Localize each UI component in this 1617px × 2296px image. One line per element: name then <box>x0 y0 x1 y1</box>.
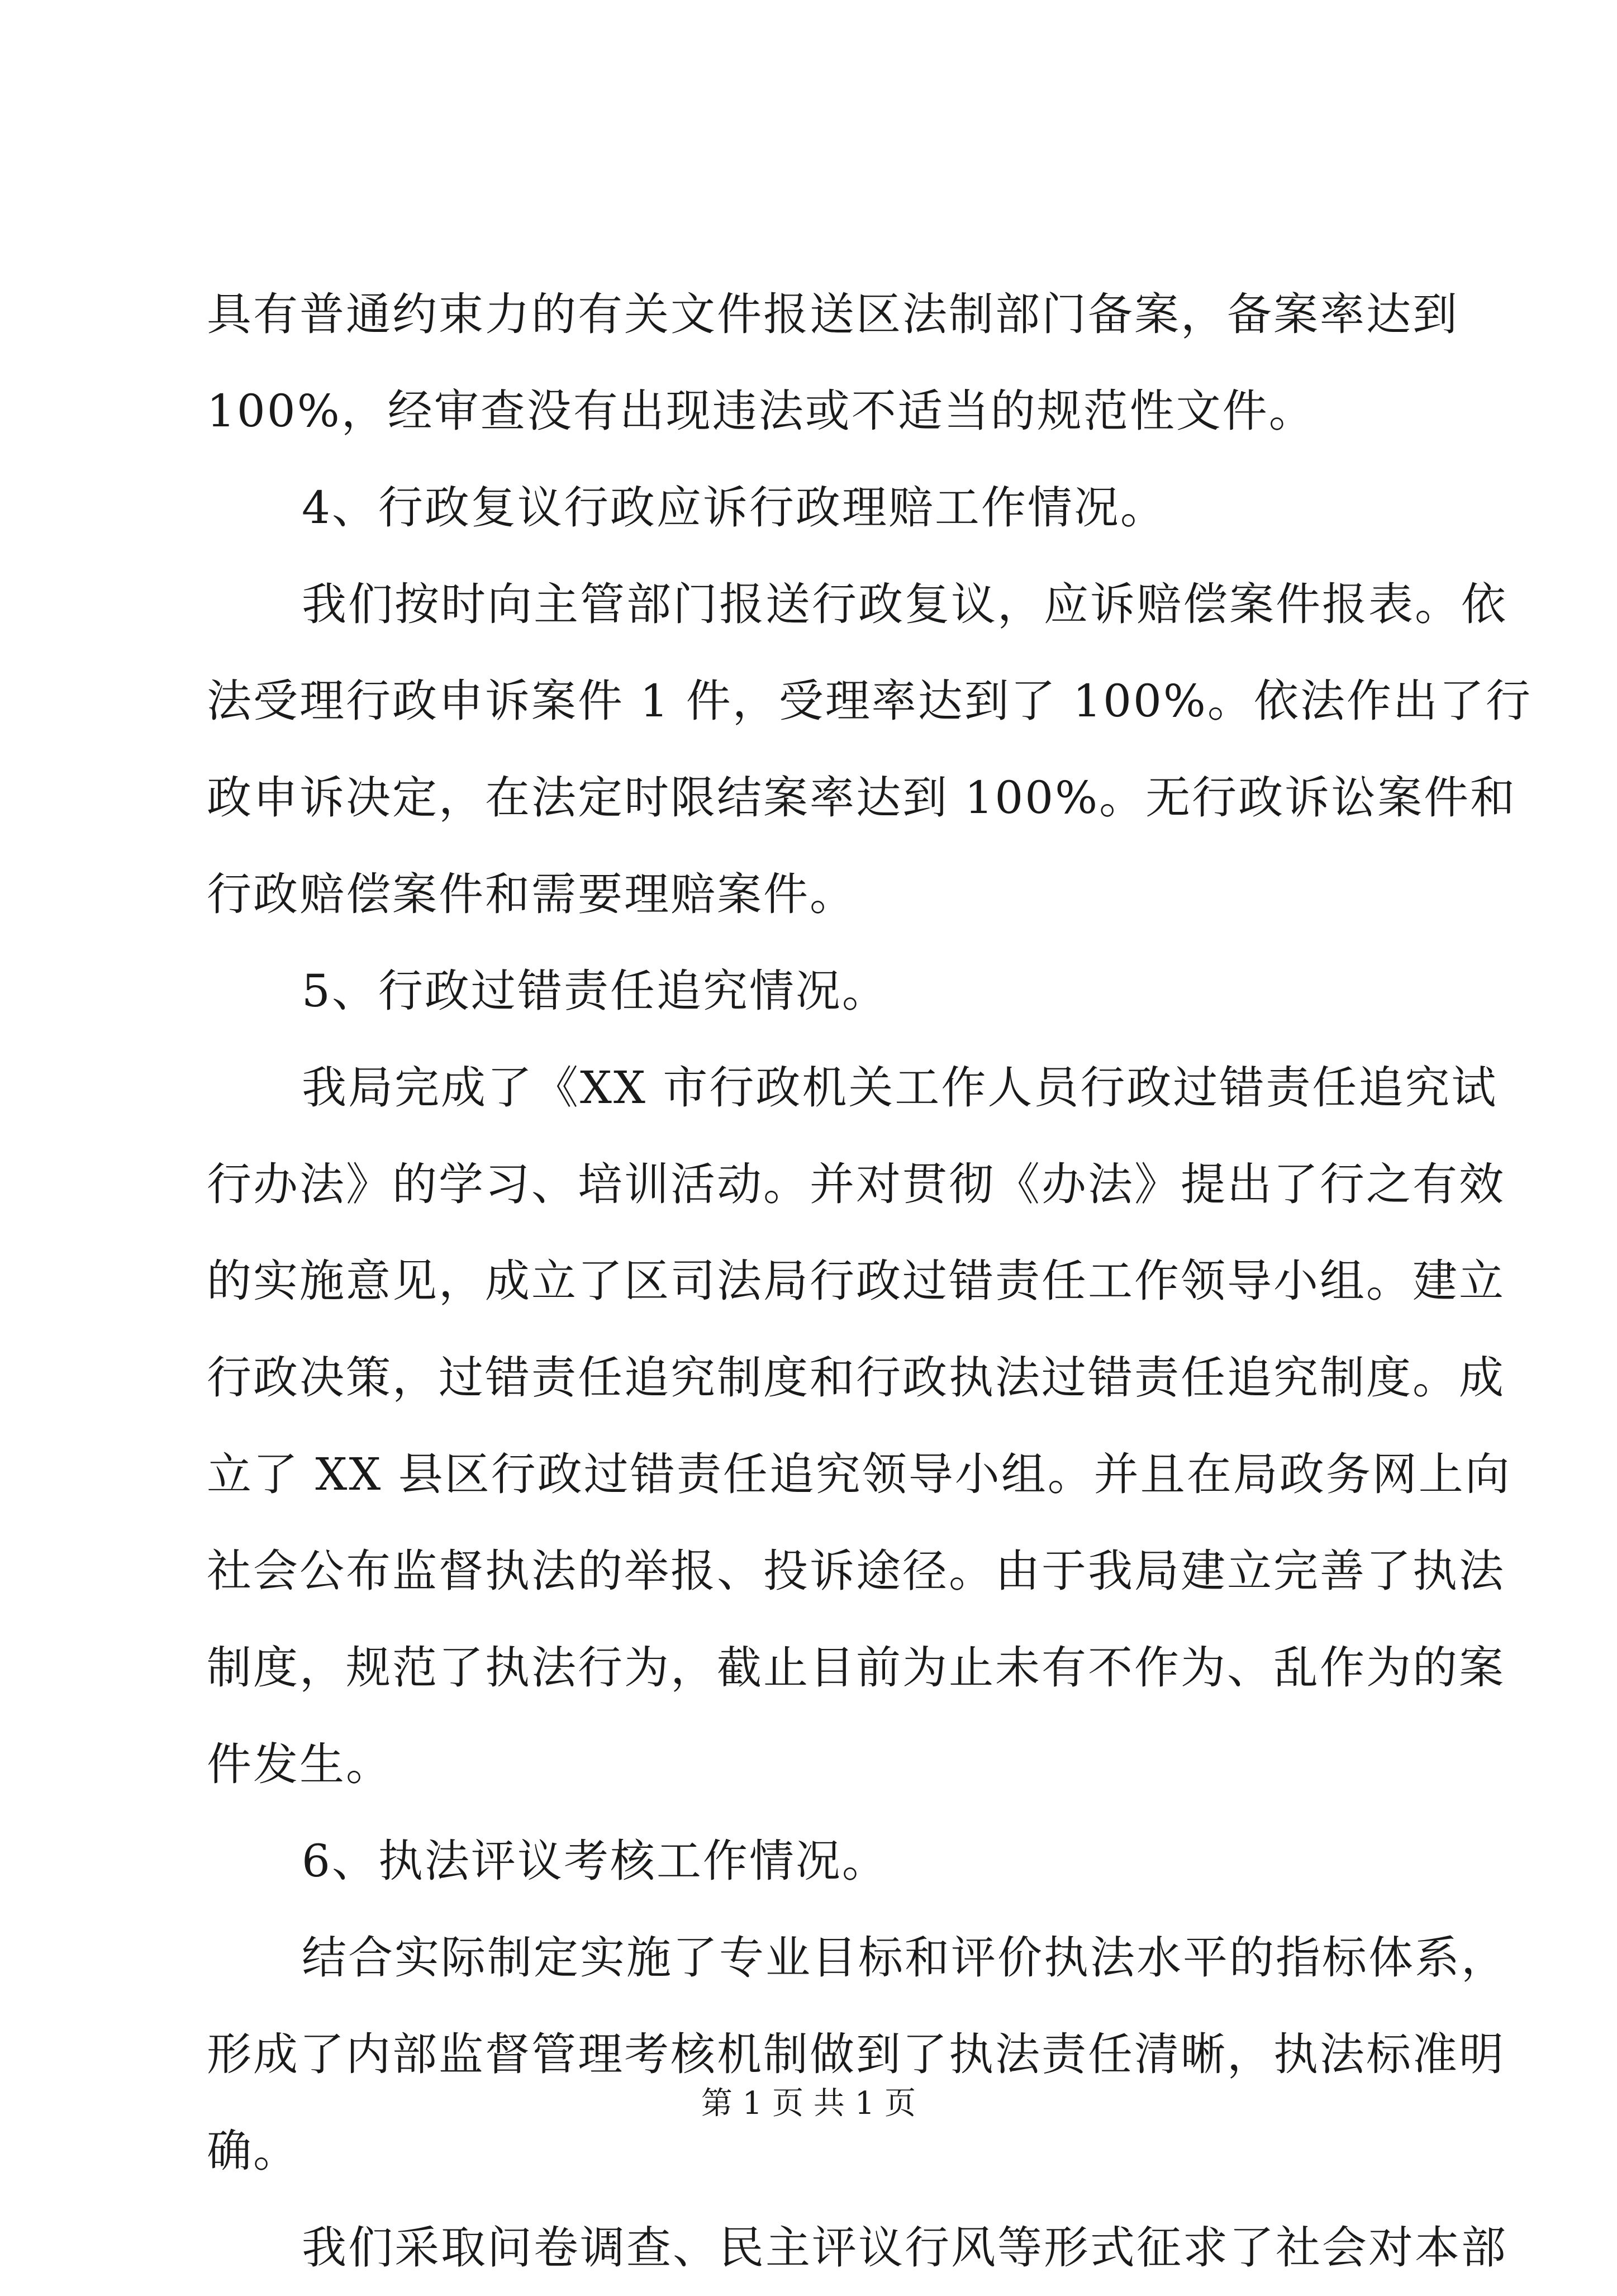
paragraph-line: 100%，经审查没有出现违法或不适当的规范性文件。 <box>207 385 1315 437</box>
section-heading: 5、行政过错责任追究情况。 <box>302 965 888 1017</box>
paragraph-line: 具有普通约束力的有关文件报送区法制部门备案，备案率达到 <box>207 288 1459 340</box>
paragraph-line: 行政决策，过错责任追究制度和行政执法过错责任追究制度。成 <box>207 1352 1505 1404</box>
paragraph-line: 结合实际制定实施了专业目标和评价执法水平的指标体系， <box>302 1932 1507 1984</box>
paragraph-line: 我们按时向主管部门报送行政复议，应诉赔偿案件报表。依 <box>302 578 1507 630</box>
paragraph-line: 我局完成了《XX 市行政机关工作人员行政过错责任追究试 <box>302 1062 1498 1114</box>
paragraph-line: 政申诉决定，在法定时限结案率达到 100%。无行政诉讼案件和 <box>207 772 1517 824</box>
paragraph-line: 我们采取问卷调查、民主评议行风等形式征求了社会对本部 <box>302 2222 1507 2274</box>
paragraph-line: 立了 XX 县区行政过错责任追究领导小组。并且在局政务网上向 <box>207 1448 1511 1500</box>
document-body <box>207 266 1532 2296</box>
paragraph-line: 形成了内部监督管理考核机制做到了执法责任清晰，执法标准明 <box>207 2028 1505 2080</box>
paragraph-line: 制度，规范了执法行为，截止目前为止未有不作为、乱作为的案 <box>207 1642 1505 1694</box>
paragraph-line: 确。 <box>207 2125 299 2177</box>
page-footer: 第 1 页 共 1 页 <box>701 2085 916 2122</box>
paragraph-line: 行政赔偿案件和需要理赔案件。 <box>207 868 856 920</box>
section-heading: 6、执法评议考核工作情况。 <box>302 1835 888 1887</box>
paragraph-line: 社会公布监督执法的举报、投诉途径。由于我局建立完善了执法 <box>207 1545 1505 1597</box>
section-heading: 4、行政复议行政应诉行政理赔工作情况。 <box>302 482 1167 534</box>
paragraph-line: 的实施意见，成立了区司法局行政过错责任工作领导小组。建立 <box>207 1255 1505 1307</box>
paragraph-line: 行办法》的学习、培训活动。并对贯彻《办法》提出了行之有效 <box>207 1158 1505 1210</box>
paragraph-line: 件发生。 <box>207 1738 392 1790</box>
paragraph-line: 法受理行政申诉案件 1 件，受理率达到了 100%。依法作出了行 <box>207 675 1532 727</box>
